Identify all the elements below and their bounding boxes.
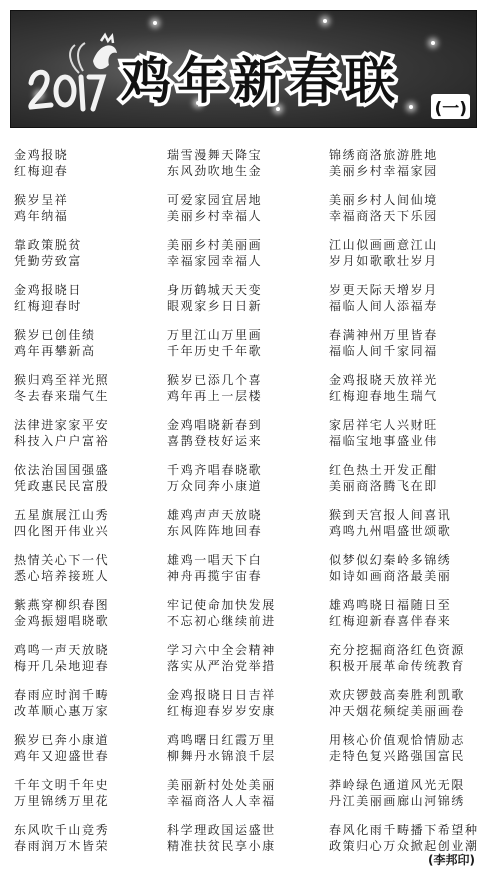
couplet-lower-line: 岁月如歌歌壮岁月 — [329, 254, 438, 268]
couplet-upper-line: 雄鸡声声天放晓 — [167, 508, 263, 522]
couplet-lower-line: 凭政惠民民富殷 — [14, 479, 110, 493]
couplet-pair — [167, 237, 317, 282]
couplet-lower-line: 鸡年再攀新高 — [14, 344, 96, 358]
couplet-upper-line: 学习六中全会精神 — [167, 643, 276, 657]
couplet-pair — [329, 192, 479, 237]
couplet-lower-line: 福临宝地事盛业伟 — [329, 434, 438, 448]
couplet-upper-line: 猴岁呈祥 — [14, 193, 69, 207]
couplet-upper-line: 依法治国国强盛 — [14, 463, 110, 477]
couplet-lower-line: 不忘初心继续前进 — [167, 614, 276, 628]
couplet-pair — [14, 282, 164, 327]
couplet-pair — [14, 687, 164, 732]
couplet-pair — [14, 642, 164, 687]
couplet-upper-line: 可爱家园宜居地 — [167, 193, 263, 207]
couplet-upper-line: 锦绣商洛旅游胜地 — [329, 148, 438, 162]
couplet-upper-line: 似梦似幻秦岭多锦绣 — [329, 553, 452, 567]
couplet-upper-line: 欢庆锣鼓高奏胜利凯歌 — [329, 688, 466, 702]
issue-label: (一) — [431, 94, 470, 119]
couplet-pair — [329, 147, 479, 192]
couplet-lower-line: 春雨润万木皆荣 — [14, 839, 110, 853]
couplet-lower-line: 冲天烟花频绽美丽画卷 — [329, 704, 466, 718]
couplet-upper-line: 用核心价值观恰情励志 — [329, 733, 466, 747]
author-byline: (李邦印) — [428, 853, 475, 867]
couplet-upper-line: 猴岁已奔小康道 — [14, 733, 110, 747]
couplet-lower-line: 万里锦绣万里花 — [14, 794, 110, 808]
couplet-pair — [167, 822, 317, 867]
couplet-lower-line: 幸福商洛人人幸福 — [167, 794, 276, 808]
couplet-pair — [14, 327, 164, 372]
sparkle-icon — [431, 41, 435, 45]
couplet-lower-line: 幸福家园幸福人 — [167, 254, 263, 268]
couplet-lower-line: 万众同奔小康道 — [167, 479, 263, 493]
sparkle-icon — [409, 105, 413, 109]
couplet-pair — [167, 597, 317, 642]
couplet-lower-line: 红梅迎春 — [14, 164, 69, 178]
couplet-pair — [167, 192, 317, 237]
couplet-lower-line: 东风阵阵地回春 — [167, 524, 263, 538]
couplet-column-3 — [329, 147, 479, 867]
couplet-pair — [14, 777, 164, 822]
couplet-lower-line: 凭勤劳致富 — [14, 254, 83, 268]
couplet-pair — [329, 282, 479, 327]
couplet-pair — [167, 777, 317, 822]
couplet-upper-line: 热情关心下一代 — [14, 553, 110, 567]
page-title: 鸡年新春联 — [121, 52, 401, 110]
couplet-upper-line: 靠政策脱贫 — [14, 238, 83, 252]
couplet-pair — [14, 822, 164, 867]
header-banner — [6, 6, 481, 132]
couplet-pair — [167, 147, 317, 192]
couplet-pair — [14, 417, 164, 462]
couplet-lower-line: 冬去春来瑞气生 — [14, 389, 110, 403]
couplet-lower-line: 红梅迎新春喜伴春来 — [329, 614, 452, 628]
couplet-pair — [329, 327, 479, 372]
couplet-upper-line: 莽岭绿色通道风光无限 — [329, 778, 466, 792]
couplet-upper-line: 法律进家家平安 — [14, 418, 110, 432]
couplet-upper-line: 红色热土开发正酣 — [329, 463, 438, 477]
couplet-upper-line: 金鸡报晓日日吉祥 — [167, 688, 276, 702]
couplet-upper-line: 岁更天际天增岁月 — [329, 283, 438, 297]
couplet-upper-line: 千鸡齐唱春晓歌 — [167, 463, 263, 477]
couplet-upper-line: 瑞雪漫舞天降宝 — [167, 148, 263, 162]
couplet-lower-line: 美丽乡村幸福家园 — [329, 164, 438, 178]
couplet-lower-line: 柳舞丹水锦浪千层 — [167, 749, 276, 763]
couplet-lower-line: 红梅迎春地生瑞气 — [329, 389, 438, 403]
couplet-pair — [14, 552, 164, 597]
couplet-upper-line: 金鸡唱晓新春到 — [167, 418, 263, 432]
couplet-upper-line: 万里江山万里画 — [167, 328, 263, 342]
couplet-upper-line: 东风吹千山竞秀 — [14, 823, 110, 837]
couplet-lower-line: 鸡鸣九州唱盛世颂歌 — [329, 524, 452, 538]
couplet-lower-line: 如诗如画商洛最美丽 — [329, 569, 452, 583]
couplet-pair — [167, 417, 317, 462]
couplet-lower-line: 东风劲吹地生金 — [167, 164, 263, 178]
couplet-upper-line: 身历鹤城天天变 — [167, 283, 263, 297]
couplet-pair — [329, 462, 479, 507]
couplet-lower-line: 神舟再揽宇宙春 — [167, 569, 263, 583]
couplet-lower-line: 鸡年再上一层楼 — [167, 389, 263, 403]
couplet-lower-line: 福临人间千家同福 — [329, 344, 438, 358]
couplet-lower-line: 落实从严治党举措 — [167, 659, 276, 673]
couplet-pair — [329, 687, 479, 732]
couplet-pair — [329, 732, 479, 777]
couplet-upper-line: 牢记使命加快发展 — [167, 598, 276, 612]
couplet-lower-line: 政策归心万众掀起创业潮 — [329, 839, 479, 853]
couplet-lower-line: 科技入户户富裕 — [14, 434, 110, 448]
couplet-pair — [167, 507, 317, 552]
couplet-column-2 — [167, 147, 317, 867]
couplet-upper-line: 美丽乡村人间仙境 — [329, 193, 438, 207]
sparkle-icon — [153, 21, 157, 25]
couplet-pair — [14, 732, 164, 777]
couplet-upper-line: 猴归鸡至祥光照 — [14, 373, 110, 387]
couplet-pair — [14, 597, 164, 642]
couplet-lower-line: 千年历史千年歌 — [167, 344, 263, 358]
couplet-pair — [167, 327, 317, 372]
couplet-lower-line: 美丽乡村幸福人 — [167, 209, 263, 223]
couplet-upper-line: 春满神州万里皆春 — [329, 328, 438, 342]
couplet-upper-line: 五星旗展江山秀 — [14, 508, 110, 522]
couplet-lower-line: 改革顺心惠万家 — [14, 704, 110, 718]
couplet-pair — [329, 777, 479, 822]
couplet-upper-line: 金鸡报晓 — [14, 148, 69, 162]
couplet-lower-line: 幸福商洛天下乐园 — [329, 209, 438, 223]
couplet-upper-line: 雄鸡一唱天下白 — [167, 553, 263, 567]
couplet-upper-line: 春雨应时润千畴 — [14, 688, 110, 702]
couplet-lower-line: 红梅迎春岁岁安康 — [167, 704, 276, 718]
couplet-pair — [167, 462, 317, 507]
couplet-pair — [329, 642, 479, 687]
couplet-lower-line: 鸡年纳福 — [14, 209, 69, 223]
couplet-upper-line: 家居祥宅人兴财旺 — [329, 418, 438, 432]
couplet-upper-line: 金鸡报晓日 — [14, 283, 83, 297]
couplet-pair — [329, 372, 479, 417]
couplet-upper-line: 江山似画画意江山 — [329, 238, 438, 252]
couplet-upper-line: 春风化雨千畴播下希望种 — [329, 823, 479, 837]
rooster-2017-logo-icon — [23, 31, 123, 121]
couplet-pair — [167, 732, 317, 777]
couplet-upper-line: 充分挖掘商洛红色资源 — [329, 643, 466, 657]
couplet-pair — [329, 417, 479, 462]
couplet-lower-line: 福临人间人添福寿 — [329, 299, 438, 313]
couplet-column-1 — [14, 147, 164, 867]
couplet-lower-line: 精准扶贫民享小康 — [167, 839, 276, 853]
couplet-lower-line: 积极开展革命传统教育 — [329, 659, 466, 673]
couplet-lower-line: 美丽商洛腾飞在即 — [329, 479, 438, 493]
couplet-lower-line: 走特色复兴路强国富民 — [329, 749, 466, 763]
couplet-pair — [329, 237, 479, 282]
couplet-pair — [167, 372, 317, 417]
couplet-lower-line: 梅开几朵地迎春 — [14, 659, 110, 673]
couplet-lower-line: 丹江美丽画廊山河锦绣 — [329, 794, 466, 808]
couplet-upper-line: 鸡鸣曙日红霞万里 — [167, 733, 276, 747]
couplet-pair — [14, 462, 164, 507]
couplet-lower-line: 四化图开伟业兴 — [14, 524, 110, 538]
couplet-lower-line: 红梅迎春时 — [14, 299, 83, 313]
couplet-upper-line: 猴岁已添几个喜 — [167, 373, 263, 387]
couplet-lower-line: 鸡年又迎盛世春 — [14, 749, 110, 763]
couplet-pair — [14, 147, 164, 192]
couplet-upper-line: 千年文明千年史 — [14, 778, 110, 792]
couplet-pair — [14, 237, 164, 282]
couplet-upper-line: 紫燕穿柳织春图 — [14, 598, 110, 612]
couplet-pair — [167, 552, 317, 597]
couplet-upper-line: 鸡鸣一声天放晓 — [14, 643, 110, 657]
couplet-pair — [329, 552, 479, 597]
couplet-pair — [167, 642, 317, 687]
couplet-upper-line: 猴岁已创佳绩 — [14, 328, 96, 342]
couplet-pair — [167, 282, 317, 327]
sparkle-icon — [323, 19, 327, 23]
couplet-pair — [14, 372, 164, 417]
couplet-upper-line: 金鸡报晓天放祥光 — [329, 373, 438, 387]
couplet-upper-line: 雄鸡鸣晓日福随日至 — [329, 598, 452, 612]
couplet-pair — [329, 597, 479, 642]
couplet-upper-line: 猴到天宫报人间喜讯 — [329, 508, 452, 522]
couplet-lower-line: 喜鹊登枝好运来 — [167, 434, 263, 448]
couplet-lower-line: 金鸡振翅唱晓歌 — [14, 614, 110, 628]
couplet-lower-line: 眼观家乡日日新 — [167, 299, 263, 313]
couplet-upper-line: 美丽乡村美丽画 — [167, 238, 263, 252]
couplet-lower-line: 悉心培养接班人 — [14, 569, 110, 583]
couplet-upper-line: 美丽新村处处美丽 — [167, 778, 276, 792]
couplet-pair — [14, 507, 164, 552]
couplet-pair — [329, 507, 479, 552]
banner-background — [10, 10, 477, 128]
couplet-pair — [167, 687, 317, 732]
couplet-upper-line: 科学理政国运盛世 — [167, 823, 276, 837]
couplet-pair — [14, 192, 164, 237]
